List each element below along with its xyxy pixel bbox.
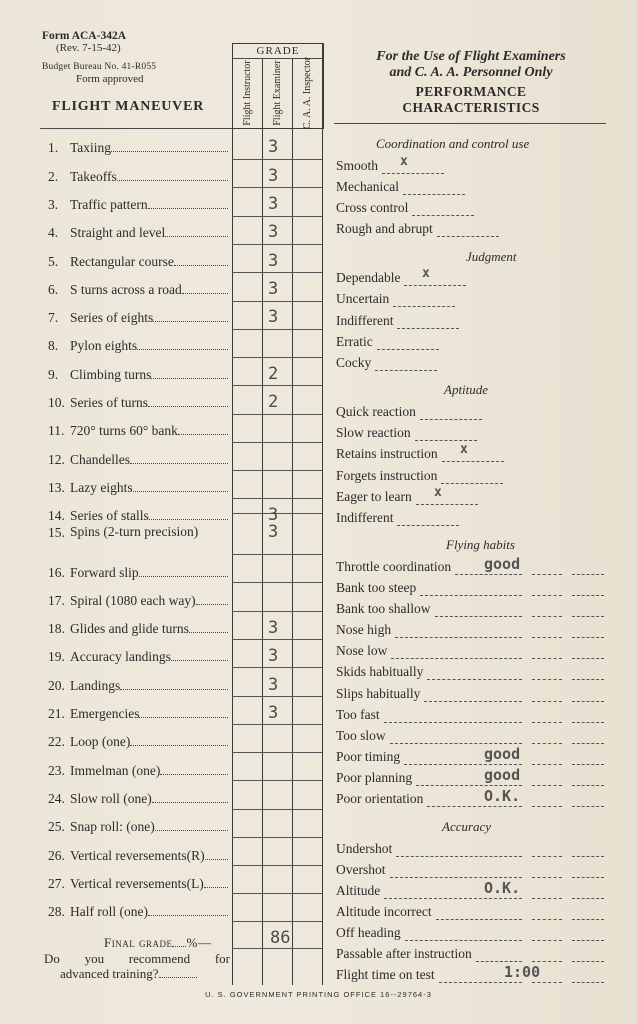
- maneuver-row: [48, 565, 228, 581]
- entry-line: [572, 855, 604, 857]
- maneuver-number: 17.: [48, 593, 65, 608]
- entry-line: [384, 897, 522, 899]
- leader-dots: [160, 773, 228, 775]
- entry-line: [532, 573, 562, 575]
- leader-dots: [155, 829, 228, 831]
- entry-line: [532, 918, 562, 920]
- grade-row-line: [232, 272, 322, 273]
- grade-row-line: [232, 498, 322, 499]
- characteristic-label: Indifferent: [336, 313, 394, 328]
- maneuver-row: [48, 848, 228, 864]
- maneuver-label: Loop (one): [70, 734, 131, 749]
- entry-line: [572, 678, 604, 680]
- grade-col-instructor: Flight Instructor: [242, 60, 253, 126]
- examiner-grade: 3: [268, 618, 279, 638]
- entry-line: [532, 636, 562, 638]
- grade-row-line: [232, 414, 322, 415]
- maneuver-number: 13.: [48, 480, 65, 495]
- leader-dots: [148, 914, 228, 916]
- maneuver-number: 24.: [48, 791, 65, 806]
- leader-dots: [152, 801, 228, 803]
- final-grade-label: Final grade %—: [104, 935, 212, 950]
- characteristic-label: Erratic: [336, 334, 373, 349]
- typed-mark: O.K.: [484, 879, 521, 897]
- entry-line: [532, 721, 562, 723]
- examiner-grade: 3: [268, 505, 279, 525]
- maneuver-number: 23.: [48, 763, 65, 778]
- maneuver-row: [48, 904, 228, 920]
- section-heading-accuracy: Accuracy: [442, 819, 492, 834]
- maneuver-number: 6.: [48, 282, 59, 297]
- entry-line: [384, 721, 522, 723]
- final-grade-value: 86: [270, 928, 291, 948]
- left-header-rule: [40, 128, 232, 129]
- maneuver-row: [48, 225, 228, 241]
- maneuver-label: Spins (2-turn precision): [70, 524, 199, 539]
- maneuver-label: Spiral (1080 each way): [70, 593, 196, 608]
- entry-line: [436, 918, 522, 920]
- characteristic-label: Poor orientation: [336, 791, 424, 806]
- maneuver-number: 9.: [48, 367, 59, 382]
- entry-line: [572, 981, 604, 983]
- entry-line: [439, 981, 522, 983]
- leader-dots: [153, 320, 228, 322]
- characteristic-label: Nose low: [336, 643, 388, 658]
- maneuver-number: 8.: [48, 338, 59, 353]
- maneuver-number: 2.: [48, 169, 59, 184]
- typed-mark: x: [460, 442, 468, 457]
- maneuver-row: [48, 254, 228, 270]
- maneuver-row: [48, 423, 228, 439]
- examiner-grade: 2: [268, 364, 279, 384]
- characteristic-label: Indifferent: [336, 510, 394, 525]
- leader-dots: [139, 716, 228, 718]
- entry-line: [397, 524, 459, 526]
- typed-mark: x: [400, 154, 408, 169]
- examiner-grade: 3: [268, 307, 279, 327]
- grade-row-line: [232, 470, 322, 471]
- characteristic-label: Cocky: [336, 355, 372, 370]
- entry-line: [572, 763, 604, 765]
- leader-dots: [130, 744, 228, 746]
- leader-dots: [165, 235, 228, 237]
- examiner-grade: 3: [268, 522, 279, 542]
- grade-col-line: [322, 43, 323, 985]
- maneuver-label: Slow roll (one): [70, 791, 152, 806]
- entry-line: [572, 700, 604, 702]
- leader-dots: [139, 575, 228, 577]
- maneuver-number: 12.: [48, 452, 65, 467]
- maneuver-number: 22.: [48, 734, 65, 749]
- leader-dots: [204, 886, 228, 888]
- maneuver-row: [48, 140, 228, 156]
- leader-dots: [189, 631, 228, 633]
- grade-col-line: [232, 43, 233, 985]
- maneuver-row: [48, 282, 228, 298]
- entry-line: [532, 594, 562, 596]
- maneuver-row: [48, 763, 228, 779]
- entry-line: [442, 460, 504, 462]
- leader-dots: [182, 292, 228, 294]
- entry-line: [437, 235, 499, 237]
- entry-line: [416, 503, 478, 505]
- maneuver-row: [48, 452, 228, 468]
- maneuver-row: [48, 649, 228, 665]
- entry-line: [441, 482, 503, 484]
- maneuver-row: [48, 338, 228, 354]
- entry-line: [532, 700, 562, 702]
- maneuver-label: Snap roll: (one): [70, 819, 155, 834]
- characteristic-label: Too slow: [336, 728, 386, 743]
- characteristic-label: Passable after instruction: [336, 946, 472, 961]
- maneuver-row: [48, 197, 228, 213]
- maneuver-number: 7.: [48, 310, 59, 325]
- maneuver-row: [48, 621, 228, 637]
- grade-title: GRADE: [256, 45, 300, 57]
- entry-line: [532, 939, 562, 941]
- characteristic-label: Dependable: [336, 270, 401, 285]
- entry-line: [532, 657, 562, 659]
- entry-line: [415, 439, 477, 441]
- entry-line: [532, 960, 562, 962]
- entry-line: [404, 284, 466, 286]
- grade-row-line: [232, 667, 322, 668]
- maneuver-label: Vertical reversements(L): [70, 876, 204, 891]
- maneuver-row: [48, 508, 228, 524]
- maneuver-number: 26.: [48, 848, 65, 863]
- maneuver-label: Rectangular course: [70, 254, 174, 269]
- grade-col-line: [262, 59, 263, 985]
- maneuver-label: Landings: [70, 678, 121, 693]
- maneuver-label: Takeoffs: [70, 169, 117, 184]
- characteristic-label: Overshot: [336, 862, 386, 877]
- maneuver-row: [48, 169, 228, 185]
- examiner-grade: 3: [268, 137, 279, 157]
- section-heading-habits: Flying habits: [446, 537, 515, 552]
- characteristic-label: Cross control: [336, 200, 409, 215]
- maneuver-label: Half roll (one): [70, 904, 148, 919]
- maneuver-number: 10.: [48, 395, 65, 410]
- entry-line: [427, 678, 522, 680]
- entry-line: [532, 763, 562, 765]
- grade-row-line: [232, 639, 322, 640]
- maneuver-label: Series of stalls: [70, 508, 149, 523]
- typed-mark: x: [422, 266, 430, 281]
- characteristic-label: Off heading: [336, 925, 401, 940]
- maneuver-label: Climbing turns: [70, 367, 152, 382]
- entry-line: [572, 721, 604, 723]
- maneuver-number: 11.: [48, 423, 65, 438]
- entry-line: [476, 960, 522, 962]
- maneuver-number: 19.: [48, 649, 65, 664]
- entry-line: [455, 573, 522, 575]
- maneuver-row: [48, 310, 228, 326]
- entry-line: [395, 636, 522, 638]
- entry-line: [572, 784, 604, 786]
- maneuver-number: 18.: [48, 621, 65, 636]
- characteristic-label: Flight time on test: [336, 967, 435, 982]
- grade-row-line: [232, 837, 322, 838]
- entry-line: [377, 348, 439, 350]
- grade-row-line: [232, 554, 322, 555]
- performance-characteristics-title: PERFORMANCE CHARACTERISTICS: [402, 84, 540, 115]
- grade-row-line: [232, 809, 322, 810]
- maneuver-label: Series of eights: [70, 310, 154, 325]
- form-rev: (Rev. 7-15-42): [56, 42, 121, 54]
- entry-line: [397, 327, 459, 329]
- recommend-line-2: advanced training?: [60, 966, 197, 982]
- entry-line: [572, 636, 604, 638]
- maneuver-number: 20.: [48, 678, 65, 693]
- examiner-grade: 3: [268, 166, 279, 186]
- maneuver-row: [48, 819, 228, 835]
- characteristic-label: Bank too shallow: [336, 601, 431, 616]
- characteristic-label: Rough and abrupt: [336, 221, 433, 236]
- maneuver-row: [48, 525, 230, 541]
- entry-line: [572, 573, 604, 575]
- entry-line: [532, 678, 562, 680]
- grade-row-line: [232, 696, 322, 697]
- maneuver-row: [48, 678, 228, 694]
- characteristic-label: Undershot: [336, 841, 393, 856]
- right-header-rule: [334, 123, 606, 124]
- maneuver-label: Chandelles: [70, 452, 130, 467]
- leader-dots: [148, 207, 228, 209]
- entry-line: [532, 615, 562, 617]
- entry-line: [404, 763, 522, 765]
- maneuver-number: 3.: [48, 197, 59, 212]
- grade-row-line: [232, 611, 322, 612]
- entry-line: [572, 805, 604, 807]
- entry-line: [572, 742, 604, 744]
- form-approved: Form approved: [76, 73, 144, 85]
- maneuver-row: [48, 480, 228, 496]
- typed-mark: 1:00: [504, 963, 541, 981]
- entry-line: [420, 418, 482, 420]
- maneuver-label: Taxiing: [70, 140, 112, 155]
- characteristic-label: Too fast: [336, 707, 380, 722]
- examiner-grade: 3: [268, 279, 279, 299]
- grade-row-line: [232, 159, 322, 160]
- leader-dots: [130, 462, 228, 464]
- characteristic-label: Forgets instruction: [336, 468, 438, 483]
- maneuver-number: 5.: [48, 254, 59, 269]
- section-heading-judgment: Judgment: [466, 249, 517, 264]
- leader-dots: [174, 264, 228, 266]
- maneuver-label: S turns across a road: [70, 282, 182, 297]
- maneuver-label: Lazy eights: [70, 480, 133, 495]
- characteristic-label: Uncertain: [336, 291, 390, 306]
- printing-office-footer: U. S. GOVERNMENT PRINTING OFFICE 16--29764-3: [205, 990, 432, 999]
- characteristic-label: Poor planning: [336, 770, 413, 785]
- entry-line: [572, 657, 604, 659]
- right-header-title: For the Use of Flight Examiners and C. A. A. Personnel Only: [376, 49, 566, 80]
- grade-row-line: [232, 921, 322, 922]
- entry-line: [390, 876, 522, 878]
- grade-row-line: [232, 582, 322, 583]
- examiner-grade: 3: [268, 251, 279, 271]
- maneuver-number: 4.: [48, 225, 59, 240]
- entry-line: [405, 939, 522, 941]
- entry-line: [532, 784, 562, 786]
- entry-line: [382, 172, 444, 174]
- grade-row-line: [232, 865, 322, 866]
- characteristic-label: Slow reaction: [336, 425, 411, 440]
- maneuver-label: Series of turns: [70, 395, 148, 410]
- grade-row-line: [232, 357, 322, 358]
- grade-row-line: [232, 385, 322, 386]
- entry-line: [532, 981, 562, 983]
- maneuver-label: Glides and glide turns: [70, 621, 189, 636]
- characteristic-label: Altitude: [336, 883, 381, 898]
- maneuver-number: 15.: [48, 525, 65, 540]
- entry-line: [420, 594, 522, 596]
- typed-mark: good: [484, 766, 521, 784]
- entry-line: [572, 960, 604, 962]
- grade-col-examiner: Flight Examiner: [272, 60, 283, 126]
- maneuver-row: [48, 367, 228, 383]
- characteristic-label: Poor timing: [336, 749, 401, 764]
- characteristic-label: Smooth: [336, 158, 379, 173]
- section-heading-coordination: Coordination and control use: [376, 136, 530, 151]
- examiner-grade: 3: [268, 675, 279, 695]
- entry-line: [572, 594, 604, 596]
- entry-line: [435, 615, 522, 617]
- grade-row-line: [232, 301, 322, 302]
- recommend-line-1: Do you recommend for: [44, 951, 230, 966]
- grade-row-line: [232, 244, 322, 245]
- characteristic-label: Throttle coordination: [336, 559, 452, 574]
- maneuver-label: Accuracy landings: [70, 649, 171, 664]
- leader-dots: [133, 490, 228, 492]
- maneuver-label: Vertical reversements(R): [70, 848, 205, 863]
- entry-line: [572, 897, 604, 899]
- typed-mark: good: [484, 555, 521, 573]
- maneuver-label: Emergencies: [70, 706, 140, 721]
- characteristic-label: Bank too steep: [336, 580, 417, 595]
- leader-dots: [148, 405, 228, 407]
- maneuver-number: 21.: [48, 706, 65, 721]
- maneuver-row: [48, 593, 228, 609]
- maneuver-number: 27.: [48, 876, 65, 891]
- entry-line: [396, 855, 522, 857]
- entry-line: [424, 700, 522, 702]
- entry-line: [375, 369, 437, 371]
- characteristic-label: Eager to learn: [336, 489, 412, 504]
- entry-line: [390, 742, 522, 744]
- grade-row-line: [232, 442, 322, 443]
- grade-col-line: [292, 59, 293, 985]
- grade-row-line: [232, 752, 322, 753]
- characteristic-label: Quick reaction: [336, 404, 416, 419]
- entry-line: [572, 918, 604, 920]
- maneuver-label: Straight and level: [70, 225, 166, 240]
- characteristic-label: Altitude incorrect: [336, 904, 432, 919]
- characteristic-label: Skids habitually: [336, 664, 424, 679]
- typed-mark: good: [484, 745, 521, 763]
- form-number: Form ACA-342A: [42, 30, 126, 42]
- examiner-grade: 3: [268, 703, 279, 723]
- grade-row-line: [232, 216, 322, 217]
- maneuver-row: [48, 706, 228, 722]
- maneuver-number: 28.: [48, 904, 65, 919]
- entry-line: [532, 742, 562, 744]
- examiner-grade: 3: [268, 194, 279, 214]
- entry-line: [572, 939, 604, 941]
- grade-row-line: [232, 893, 322, 894]
- leader-dots: [137, 348, 228, 350]
- leader-dots: [151, 377, 228, 379]
- examiner-grade: 3: [268, 646, 279, 666]
- grade-row-line: [232, 329, 322, 330]
- leader-dots: [120, 688, 228, 690]
- grade-row-line: [232, 724, 322, 725]
- examiner-grade: 3: [268, 222, 279, 242]
- characteristic-label: Mechanical: [336, 179, 399, 194]
- entry-line: [412, 214, 474, 216]
- maneuver-label: Pylon eights: [70, 338, 138, 353]
- budget-bureau: Budget Bureau No. 41-R055: [42, 62, 157, 72]
- maneuver-label: Forward slip: [70, 565, 139, 580]
- entry-line: [393, 305, 455, 307]
- maneuver-row: [48, 791, 228, 807]
- entry-line: [532, 897, 562, 899]
- leader-dots: [111, 150, 228, 152]
- entry-line: [532, 805, 562, 807]
- characteristic-label: Retains instruction: [336, 446, 438, 461]
- leader-dots: [171, 659, 228, 661]
- typed-mark: x: [434, 485, 442, 500]
- leader-dots: [205, 858, 228, 860]
- leader-dots: [178, 433, 228, 435]
- entry-line: [403, 193, 465, 195]
- grade-row-line: [232, 187, 322, 188]
- leader-dots: [117, 179, 228, 181]
- characteristic-label: Slips habitually: [336, 686, 421, 701]
- leader-dots: [196, 603, 228, 605]
- examiner-grade: 2: [268, 392, 279, 412]
- maneuver-row: [48, 876, 228, 892]
- maneuver-label: Traffic pattern: [70, 197, 148, 212]
- maneuver-number: 1.: [48, 140, 59, 155]
- grade-row-line: [232, 780, 322, 781]
- entry-line: [427, 805, 522, 807]
- entry-line: [391, 657, 522, 659]
- form-header: [42, 30, 232, 85]
- maneuver-label: 720° turns 60° bank: [70, 423, 178, 438]
- entry-line: [572, 615, 604, 617]
- leader-dots: [149, 518, 228, 520]
- maneuver-number: 25.: [48, 819, 65, 834]
- section-heading-aptitude: Aptitude: [444, 382, 489, 397]
- entry-line: [532, 876, 562, 878]
- maneuver-number: 14.: [48, 508, 65, 523]
- maneuver-row: [48, 395, 228, 411]
- flight-maneuver-title: FLIGHT MANEUVER: [52, 99, 205, 114]
- maneuver-row: [48, 734, 228, 750]
- entry-line: [416, 784, 522, 786]
- characteristic-label: Nose high: [336, 622, 392, 637]
- entry-line: [532, 855, 562, 857]
- maneuver-number: 16.: [48, 565, 65, 580]
- grade-col-inspector: C. A. A. Inspector: [302, 56, 313, 130]
- entry-line: [572, 876, 604, 878]
- typed-mark: O.K.: [484, 787, 521, 805]
- maneuver-label: Immelman (one): [70, 763, 161, 778]
- grade-row-line: [232, 948, 322, 949]
